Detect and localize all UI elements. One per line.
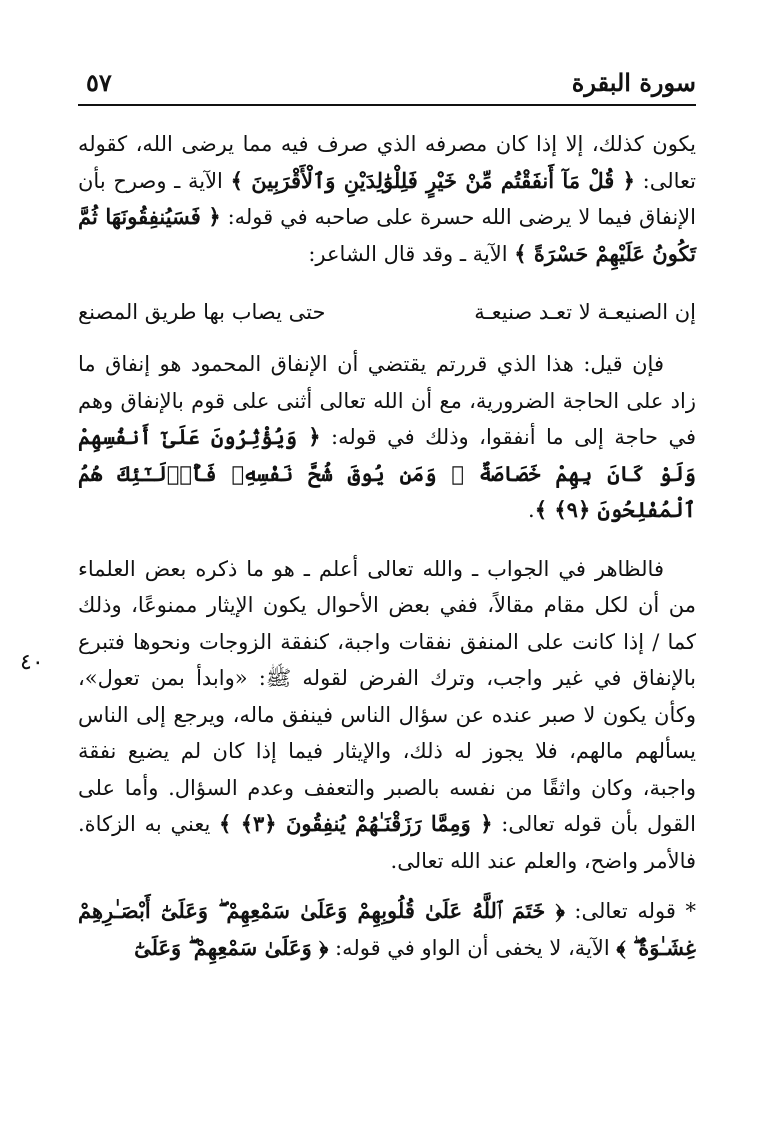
poetry-verse [78, 294, 696, 330]
spacer [78, 879, 696, 893]
page-header [78, 66, 696, 106]
paragraph-2 [78, 346, 696, 529]
page-number: ٥٧ [86, 68, 112, 97]
verse-second-hemistich: حتى يصاب بها طريق المصنع [78, 300, 326, 324]
spacer [78, 529, 696, 551]
paragraph-4 [78, 893, 696, 966]
paragraph-1-text-1: يكون كذلك، إلا إذا كان مصرفه الذي صرف فيه مما يرضى الله، كقوله تعالى: [78, 132, 696, 193]
quran-quote-4: ﴿ وَمِمَّا رَزَقْنَـٰهُمْ يُنفِقُونَ ﴿٣﴾ ﴾ [219, 811, 493, 836]
paragraph-2-text-2: . [528, 498, 535, 522]
paragraph-3-text-2: يعني به الزكاة. فالأمر واضح، والعلم عند الله تعالى. [78, 812, 696, 873]
quran-quote-2: ﴿ فَسَيُنفِقُونَهَا ثُمَّ تَكُونُ عَلَيْهِمْ حَسْرَةً ﴾ [78, 204, 696, 266]
paragraph-4-text-1: * قوله تعالى: [564, 899, 696, 923]
quran-quote-3: ﴿ وَيُؤْثِرُونَ عَلَىٰٓ أَنفُسِهِمْ وَلَوْ كَانَ بِهِمْ خَصَاصَةٌ ۚ وَمَن يُوقَ شُحَّ نَفْسِهِۦ فَأُو۟لَـٰٓئِكَ هُمُ ٱلْمُفْلِحُونَ ﴿٩﴾ ﴾ [78, 424, 696, 522]
page-body [78, 126, 696, 966]
paragraph-3-text-1: فالظاهر في الجواب ـ والله تعالى أعلم ـ هو ما ذكره بعض العلماء من أن لكل مقام مقالاً، ففي بعض الأحوال يكون الإيثار ممنوعًا، وذلك كما / إذا كانت على المنفق نفقات واجبة، كنفقة الزوجات ونحوها فتبرع بالإنفاق في غير واجب، وترك الفرض لقوله ﷺ: «وابدأ بمن تعول»، وكأن يكون لا صبر عنده عن سؤال الناس فينفق ماله، ويرجع إلى الناس يسألهم مالهم، فلا يجوز له ذلك، والإيثار فيما إذا كان لم يضيع نفقة واجبة، وكان واثقًا من نفسه بالصبر والتعفف وعدم السؤال. وأما على القول بأن قوله تعالى: [78, 556, 696, 836]
paragraph-3 [78, 551, 696, 880]
quran-quote-5: ﴿ خَتَمَ ٱللَّهُ عَلَىٰ قُلُوبِهِمْ وَعَلَىٰ سَمْعِهِمْ ۖ وَعَلَىٰٓ أَبْصَـٰرِهِمْ غِشَـٰوَةٌ ۖ ﴾ [78, 898, 696, 960]
paragraph-1 [78, 126, 696, 272]
paragraph-4-text-2: الآية، لا يخفى أن الواو في قوله: [328, 935, 617, 960]
paragraph-1-text-3: الآية ـ وقد قال الشاعر: [308, 241, 515, 266]
paragraph-2-text-1: فإن قيل: هذا الذي قررتم يقتضي أن الإنفاق المحمود هو إنفاق ما زاد على الحاجة الضرورية، مع أن الله تعالى أثنى على قوم بالإنفاق وهم في حاجة إلى ما أنفقوا، وذلك في قوله: [78, 352, 696, 449]
paragraph-1-text-2: الآية ـ وصرح بأن الإنفاق فيما لا يرضى الله حسرة على صاحبه في قوله: [78, 168, 696, 229]
margin-number: ٤٠ [20, 650, 44, 675]
quran-quote-6: ﴿ وَعَلَىٰ سَمْعِهِمْ ۖ وَعَلَىٰٓ [134, 934, 329, 960]
verse-first-hemistich: إن الصنيعـة لا تعـد صنيعـة [474, 300, 696, 324]
quran-quote-1: ﴿ قُلْ مَآ أَنفَقْتُم مِّنْ خَيْرٍ فَلِلْوَٰلِدَيْنِ وَٱلْأَقْرَبِينَ ﴾ [230, 167, 635, 193]
header-rule [78, 104, 696, 106]
surah-title: سورة البقرة [571, 68, 696, 97]
